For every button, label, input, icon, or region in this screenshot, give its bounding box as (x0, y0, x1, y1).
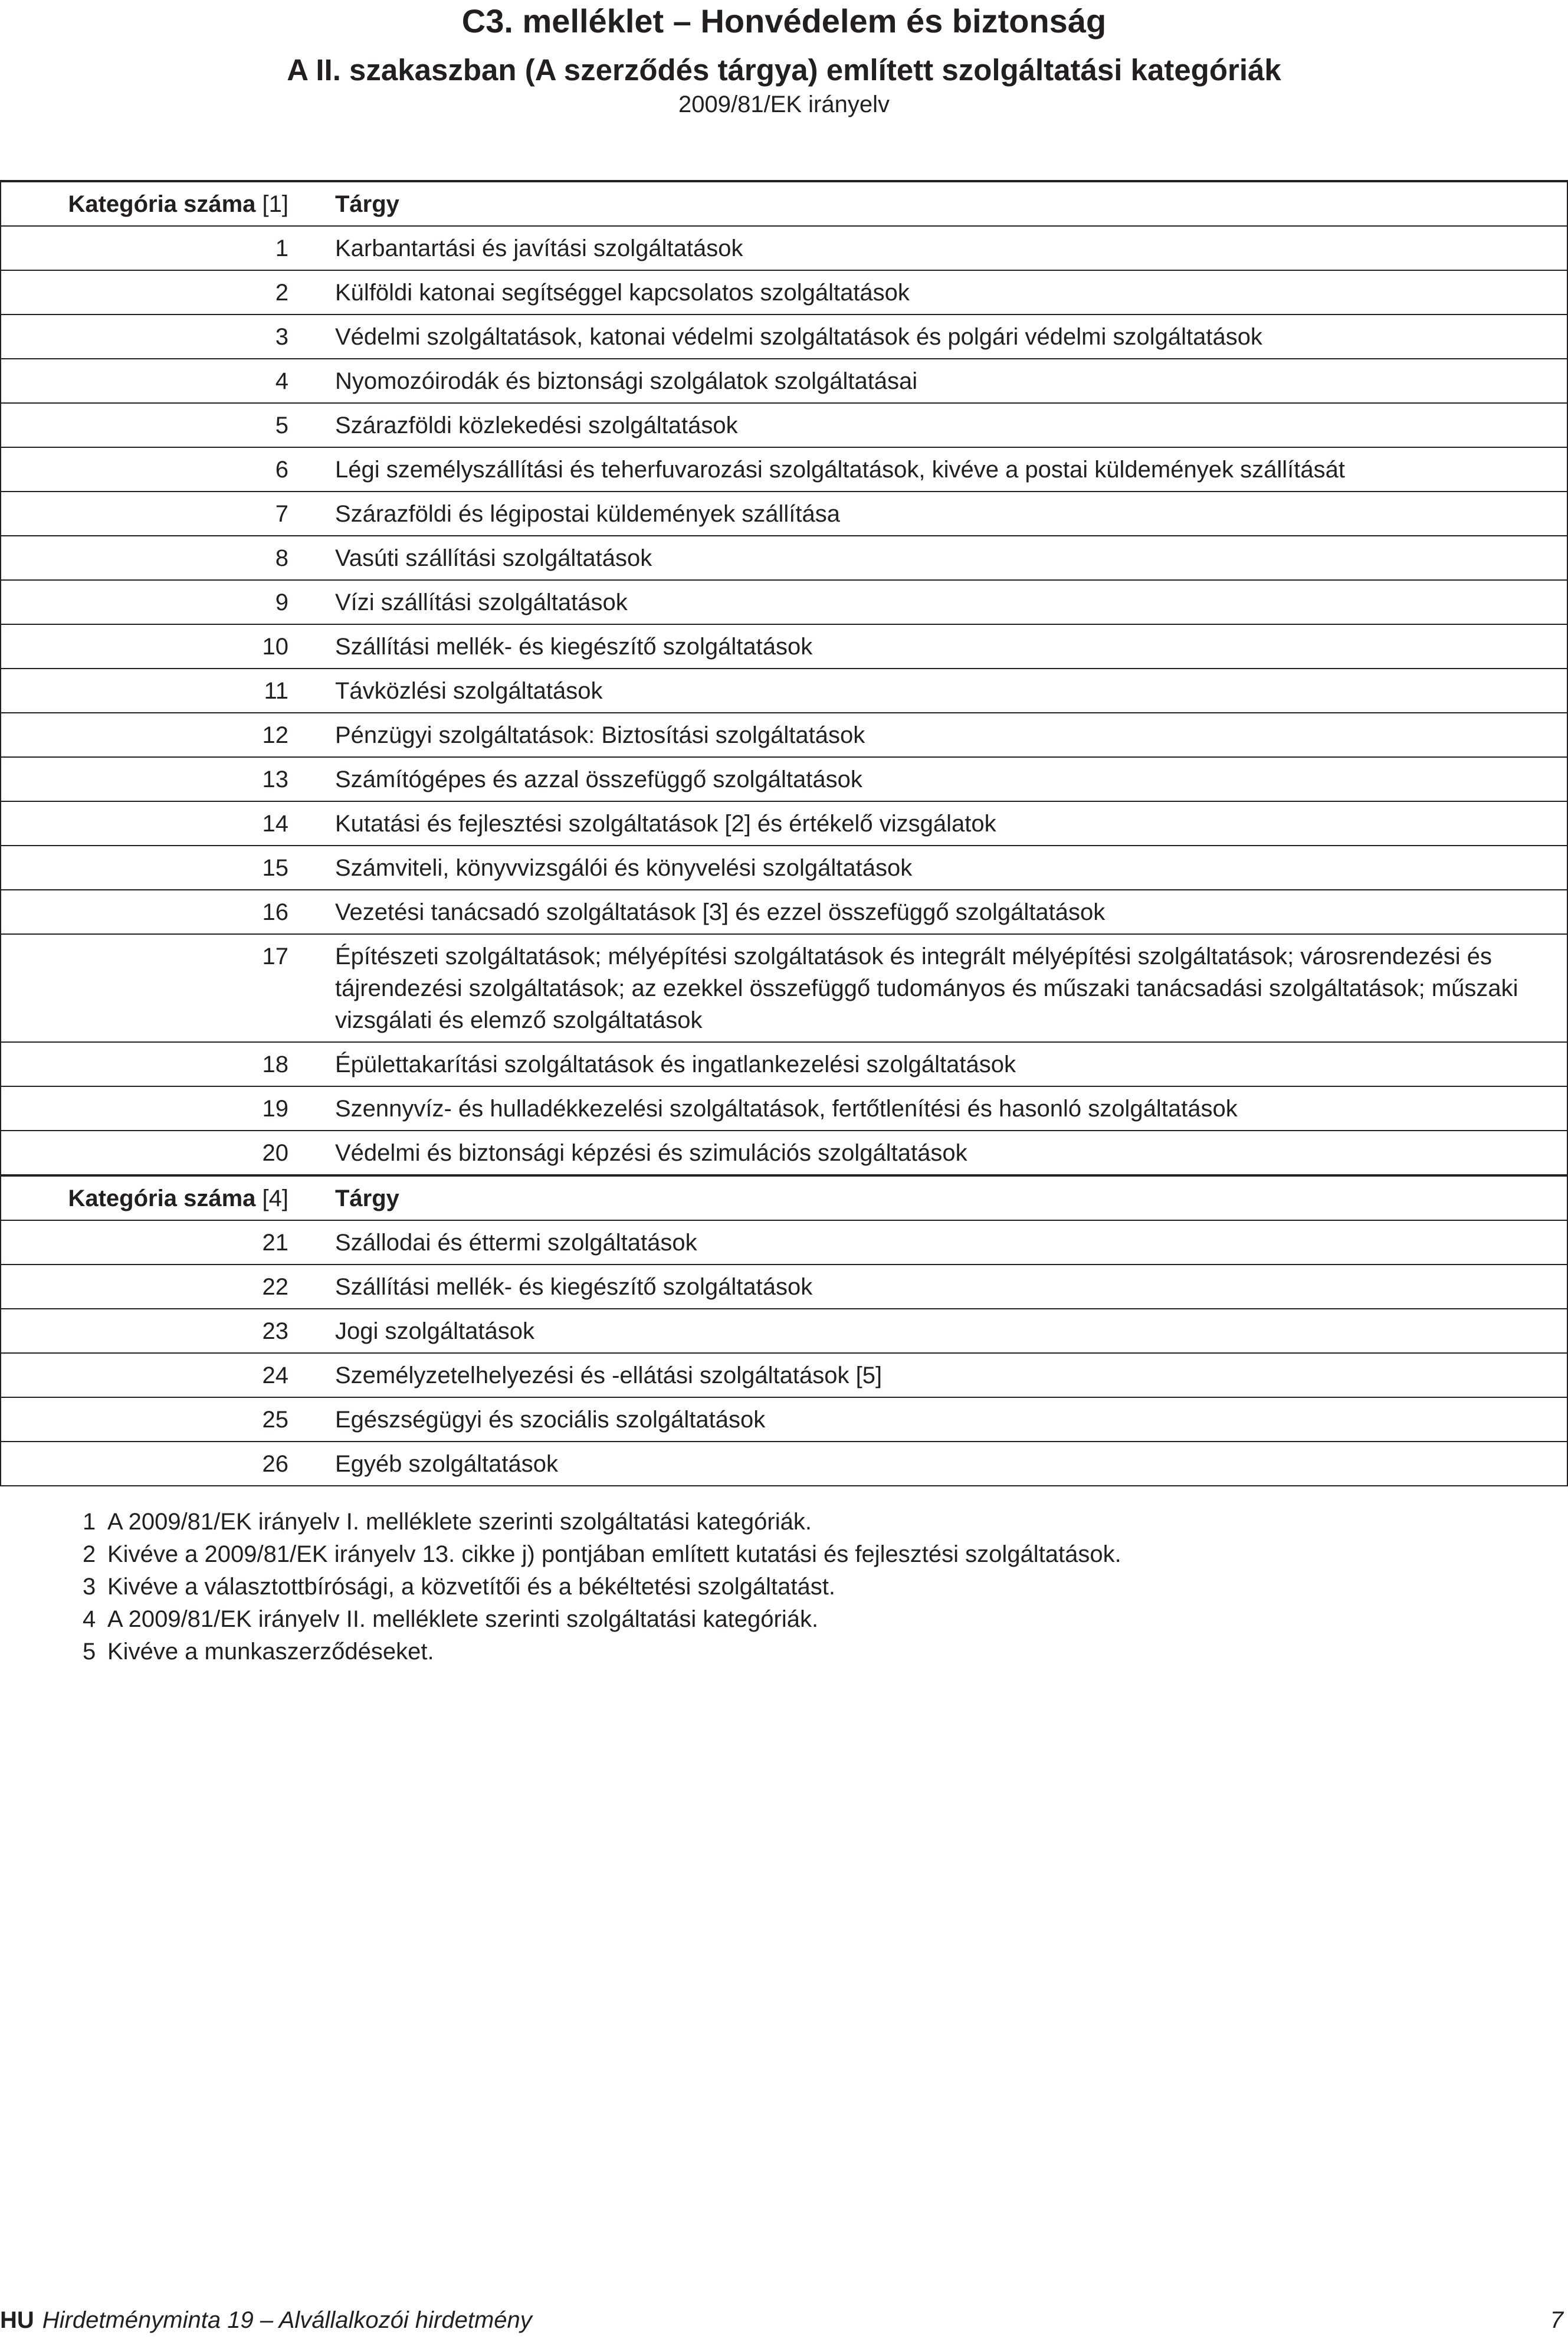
footnotes (83, 1506, 1121, 1668)
subject-header: Tárgy (322, 181, 1567, 226)
table-row (1, 1309, 1567, 1353)
category-number: 13 (1, 757, 322, 801)
category-number: 19 (1, 1086, 322, 1131)
category-subject: Személyzetelhelyezési és -ellátási szolgáltatások [5] (322, 1353, 1567, 1397)
table-row (1, 580, 1567, 624)
category-number: 15 (1, 846, 322, 890)
category-subject: Egyéb szolgáltatások (322, 1442, 1567, 1486)
category-number: 10 (1, 624, 322, 669)
category-number: 9 (1, 580, 322, 624)
footnote-number: 1 (83, 1509, 96, 1535)
footnote (83, 1636, 1121, 1668)
footnote-text: Kivéve a 2009/81/EK irányelv 13. cikke j) pontjában említett kutatási és fejlesztési szolgáltatások. (107, 1541, 1121, 1567)
subject-header: Tárgy (322, 1175, 1567, 1220)
table-row (1, 1042, 1567, 1086)
category-number: 12 (1, 713, 322, 757)
page-number: 7 (1550, 2307, 1563, 2333)
category-number: 3 (1, 315, 322, 359)
table-row (1, 492, 1567, 536)
footnote (83, 1571, 1121, 1603)
table-header-row-2 (1, 1175, 1567, 1220)
footnote-text: Kivéve a munkaszerződéseket. (107, 1639, 434, 1665)
category-number: 21 (1, 1220, 322, 1265)
category-number: 16 (1, 890, 322, 934)
category-subject: Szállodai és éttermi szolgáltatások (322, 1220, 1567, 1265)
category-number: 1 (1, 226, 322, 270)
category-number: 22 (1, 1265, 322, 1309)
category-table (0, 180, 1568, 1486)
table-row (1, 1353, 1567, 1397)
category-subject: Védelmi szolgáltatások, katonai védelmi szolgáltatások és polgári védelmi szolgáltatások (322, 315, 1567, 359)
table-row (1, 801, 1567, 846)
category-number: 11 (1, 669, 322, 713)
table-row (1, 447, 1567, 492)
table-header-row (1, 181, 1567, 226)
category-subject: Vezetési tanácsadó szolgáltatások [3] és ezzel összefüggő szolgáltatások (322, 890, 1567, 934)
category-subject: Kutatási és fejlesztési szolgáltatások [2] és értékelő vizsgálatok (322, 801, 1567, 846)
document-name: Hirdetményminta 19 – Alvállalkozói hirdetmény (42, 2307, 532, 2333)
category-subject: Számviteli, könyvvizsgálói és könyvelési szolgáltatások (322, 846, 1567, 890)
category-subject: Légi személyszállítási és teherfuvarozási szolgáltatások, kivéve a postai küldemények szállítását (322, 447, 1567, 492)
footnote (83, 1506, 1121, 1538)
table-row (1, 713, 1567, 757)
category-number: 25 (1, 1397, 322, 1442)
table-row (1, 1265, 1567, 1309)
category-number: 24 (1, 1353, 322, 1397)
table-row (1, 359, 1567, 403)
page-footer (0, 2304, 1563, 2336)
footnote-text: A 2009/81/EK irányelv I. melléklete szerinti szolgáltatási kategóriák. (107, 1509, 812, 1535)
footnote-number: 4 (83, 1606, 96, 1632)
footnote-text: Kivéve a választottbírósági, a közvetítői és a békéltetési szolgáltatást. (107, 1574, 835, 1600)
category-subject: Külföldi katonai segítséggel kapcsolatos szolgáltatások (322, 270, 1567, 315)
category-number-header (1, 1175, 322, 1220)
category-subject: Szállítási mellék- és kiegészítő szolgáltatások (322, 624, 1567, 669)
category-subject: Szárazföldi közlekedési szolgáltatások (322, 403, 1567, 447)
category-subject: Szárazföldi és légipostai küldemények szállítása (322, 492, 1567, 536)
table-row (1, 890, 1567, 934)
category-subject: Jogi szolgáltatások (322, 1309, 1567, 1353)
category-subject: Távközlési szolgáltatások (322, 669, 1567, 713)
footnote-ref: [4] (262, 1185, 288, 1211)
category-number: 14 (1, 801, 322, 846)
table-row (1, 1397, 1567, 1442)
footnote (83, 1603, 1121, 1636)
category-subject: Nyomozóirodák és biztonsági szolgálatok szolgáltatásai (322, 359, 1567, 403)
footnote-number: 3 (83, 1574, 96, 1600)
category-number-header-label: Kategória száma (68, 1185, 256, 1211)
category-number: 6 (1, 447, 322, 492)
table-row (1, 1086, 1567, 1131)
footnote-text: A 2009/81/EK irányelv II. melléklete szerinti szolgáltatási kategóriák. (107, 1606, 819, 1632)
category-number: 20 (1, 1131, 322, 1175)
category-number: 18 (1, 1042, 322, 1086)
footnote-ref: [1] (262, 191, 288, 217)
category-number: 17 (1, 934, 322, 1042)
category-number: 2 (1, 270, 322, 315)
category-subject: Karbantartási és javítási szolgáltatások (322, 226, 1567, 270)
category-subject: Épülettakarítási szolgáltatások és ingatlankezelési szolgáltatások (322, 1042, 1567, 1086)
table-row (1, 403, 1567, 447)
category-number: 7 (1, 492, 322, 536)
category-subject: Számítógépes és azzal összefüggő szolgáltatások (322, 757, 1567, 801)
table-row (1, 1220, 1567, 1265)
footnote (83, 1538, 1121, 1571)
category-number: 23 (1, 1309, 322, 1353)
category-table-body (1, 181, 1567, 1486)
category-subject: Védelmi és biztonsági képzési és szimulációs szolgáltatások (322, 1131, 1567, 1175)
page-subtitle: A II. szakaszban (A szerződés tárgya) említett szolgáltatási kategóriák (287, 53, 1281, 87)
table-row (1, 315, 1567, 359)
directive-reference: 2009/81/EK irányelv (678, 91, 890, 117)
table-row (1, 846, 1567, 890)
table-row (1, 226, 1567, 270)
page-title: C3. melléklet – Honvédelem és biztonság (461, 2, 1107, 40)
category-number: 4 (1, 359, 322, 403)
category-subject: Vasúti szállítási szolgáltatások (322, 536, 1567, 580)
category-number: 5 (1, 403, 322, 447)
table-row (1, 1131, 1567, 1175)
table-row (1, 624, 1567, 669)
table-row (1, 1442, 1567, 1486)
table-row (1, 669, 1567, 713)
category-subject: Pénzügyi szolgáltatások: Biztosítási szolgáltatások (322, 713, 1567, 757)
category-number: 26 (1, 1442, 322, 1486)
table-row (1, 934, 1567, 1042)
table-row (1, 757, 1567, 801)
category-number-header (1, 181, 322, 226)
language-code: HU (0, 2307, 34, 2333)
category-subject: Szennyvíz- és hulladékkezelési szolgáltatások, fertőtlenítési és hasonló szolgáltatások (322, 1086, 1567, 1131)
table-row (1, 270, 1567, 315)
category-subject: Szállítási mellék- és kiegészítő szolgáltatások (322, 1265, 1567, 1309)
category-subject: Egészségügyi és szociális szolgáltatások (322, 1397, 1567, 1442)
footnote-number: 2 (83, 1541, 96, 1567)
footnote-number: 5 (83, 1639, 96, 1665)
category-subject: Építészeti szolgáltatások; mélyépítési szolgáltatások és integrált mélyépítési szolgáltatások; városrendezési és tájrendezési szolgáltatások; az ezekkel összefüggő tudományos és műszaki tanácsadási szolgáltatások; műszaki vizsgálati és elemző szolgáltatások (322, 934, 1567, 1042)
category-number: 8 (1, 536, 322, 580)
category-number-header-label: Kategória száma (68, 191, 256, 217)
table-row (1, 536, 1567, 580)
category-subject: Vízi szállítási szolgáltatások (322, 580, 1567, 624)
